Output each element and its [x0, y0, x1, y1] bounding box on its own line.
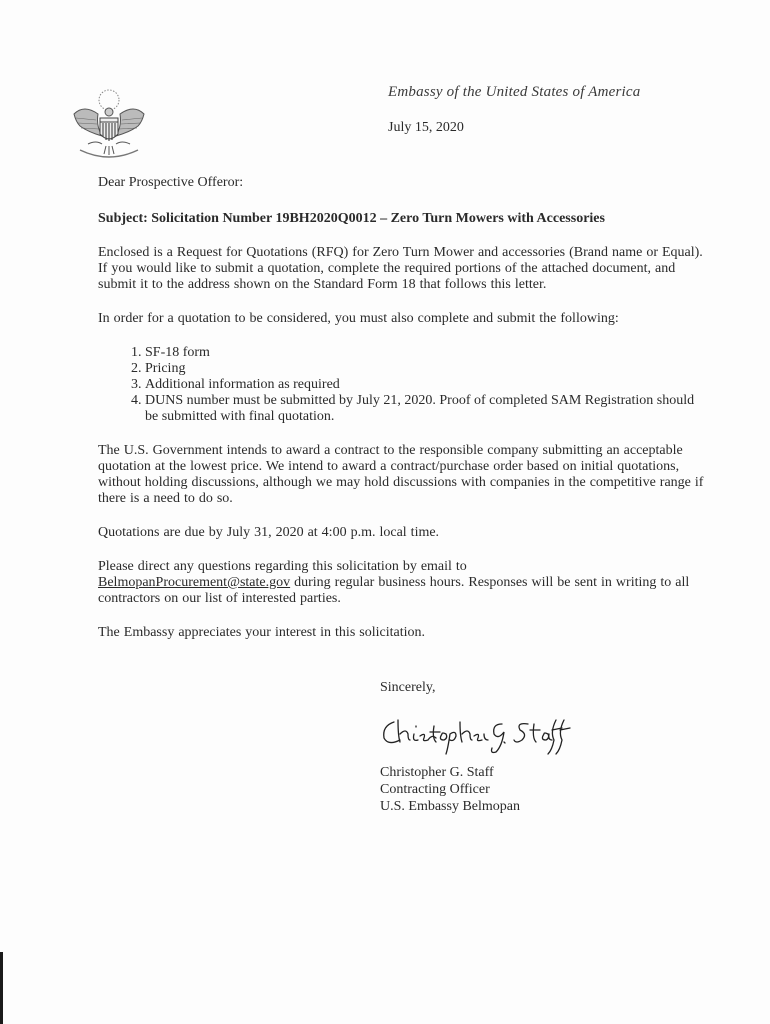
list-item: 1. SF-18 form [145, 345, 710, 361]
salutation: Dear Prospective Offeror: [98, 175, 244, 190]
scan-edge-mark [0, 952, 3, 1024]
appreciation-paragraph: The Embassy appreciates your interest in this solicitation. [98, 625, 425, 640]
list-item: 3. Additional information as required [145, 377, 710, 393]
email-link[interactable]: BelmopanProcurement@state.gov [98, 575, 291, 590]
signer-block [380, 764, 520, 815]
due-date-paragraph: Quotations are due by July 31, 2020 at 4:00 p.m. local time. [98, 525, 440, 540]
letter-date: July 15, 2020 [388, 120, 464, 135]
list-item: 4. DUNS number must be submitted by July 21, 2020. Proof of completed SAM Registration should be submitted with final quotation. [145, 393, 710, 425]
embassy-name: Embassy of the United States of America [388, 84, 641, 100]
intro-paragraph: Enclosed is a Request for Quotations (RFQ) for Zero Turn Mower and accessories (Brand name or Equal). If you would like to submit a quotation, complete the required portions of the attached document, and submit it to the address shown on the Standard Form 18 that follows this letter. [98, 245, 703, 292]
handwritten-signature [376, 712, 576, 756]
great-seal-icon [66, 84, 152, 164]
letterhead [388, 84, 641, 136]
award-paragraph: The U.S. Government intends to award a contract to the responsible company submitting an acceptable quotation at the lowest price. We intend to award a contract/purchase order based on initial quotations, without holding discussions, although we may hold discussions with companies in the competitive range if there is a need to do so. [98, 443, 704, 506]
questions-paragraph [98, 559, 710, 607]
signer-office: U.S. Embassy Belmopan [380, 799, 520, 814]
closing: Sincerely, [380, 680, 436, 695]
requirements-intro: In order for a quotation to be considered, you must also complete and submit the following: [98, 311, 619, 326]
subject-line: Subject: Solicitation Number 19BH2020Q0012 – Zero Turn Mowers with Accessories [98, 211, 605, 226]
questions-text-after: during regular business hours. Responses will be sent in writing to all contractors on our list of interested parties. [98, 575, 690, 606]
questions-text-before: Please direct any questions regarding this solicitation by email to [98, 559, 467, 574]
requirements-list [98, 345, 710, 425]
letter-body [98, 175, 710, 641]
list-item: 2. Pricing [145, 361, 710, 377]
signer-title: Contracting Officer [380, 782, 490, 797]
signer-name: Christopher G. Staff [380, 765, 494, 780]
